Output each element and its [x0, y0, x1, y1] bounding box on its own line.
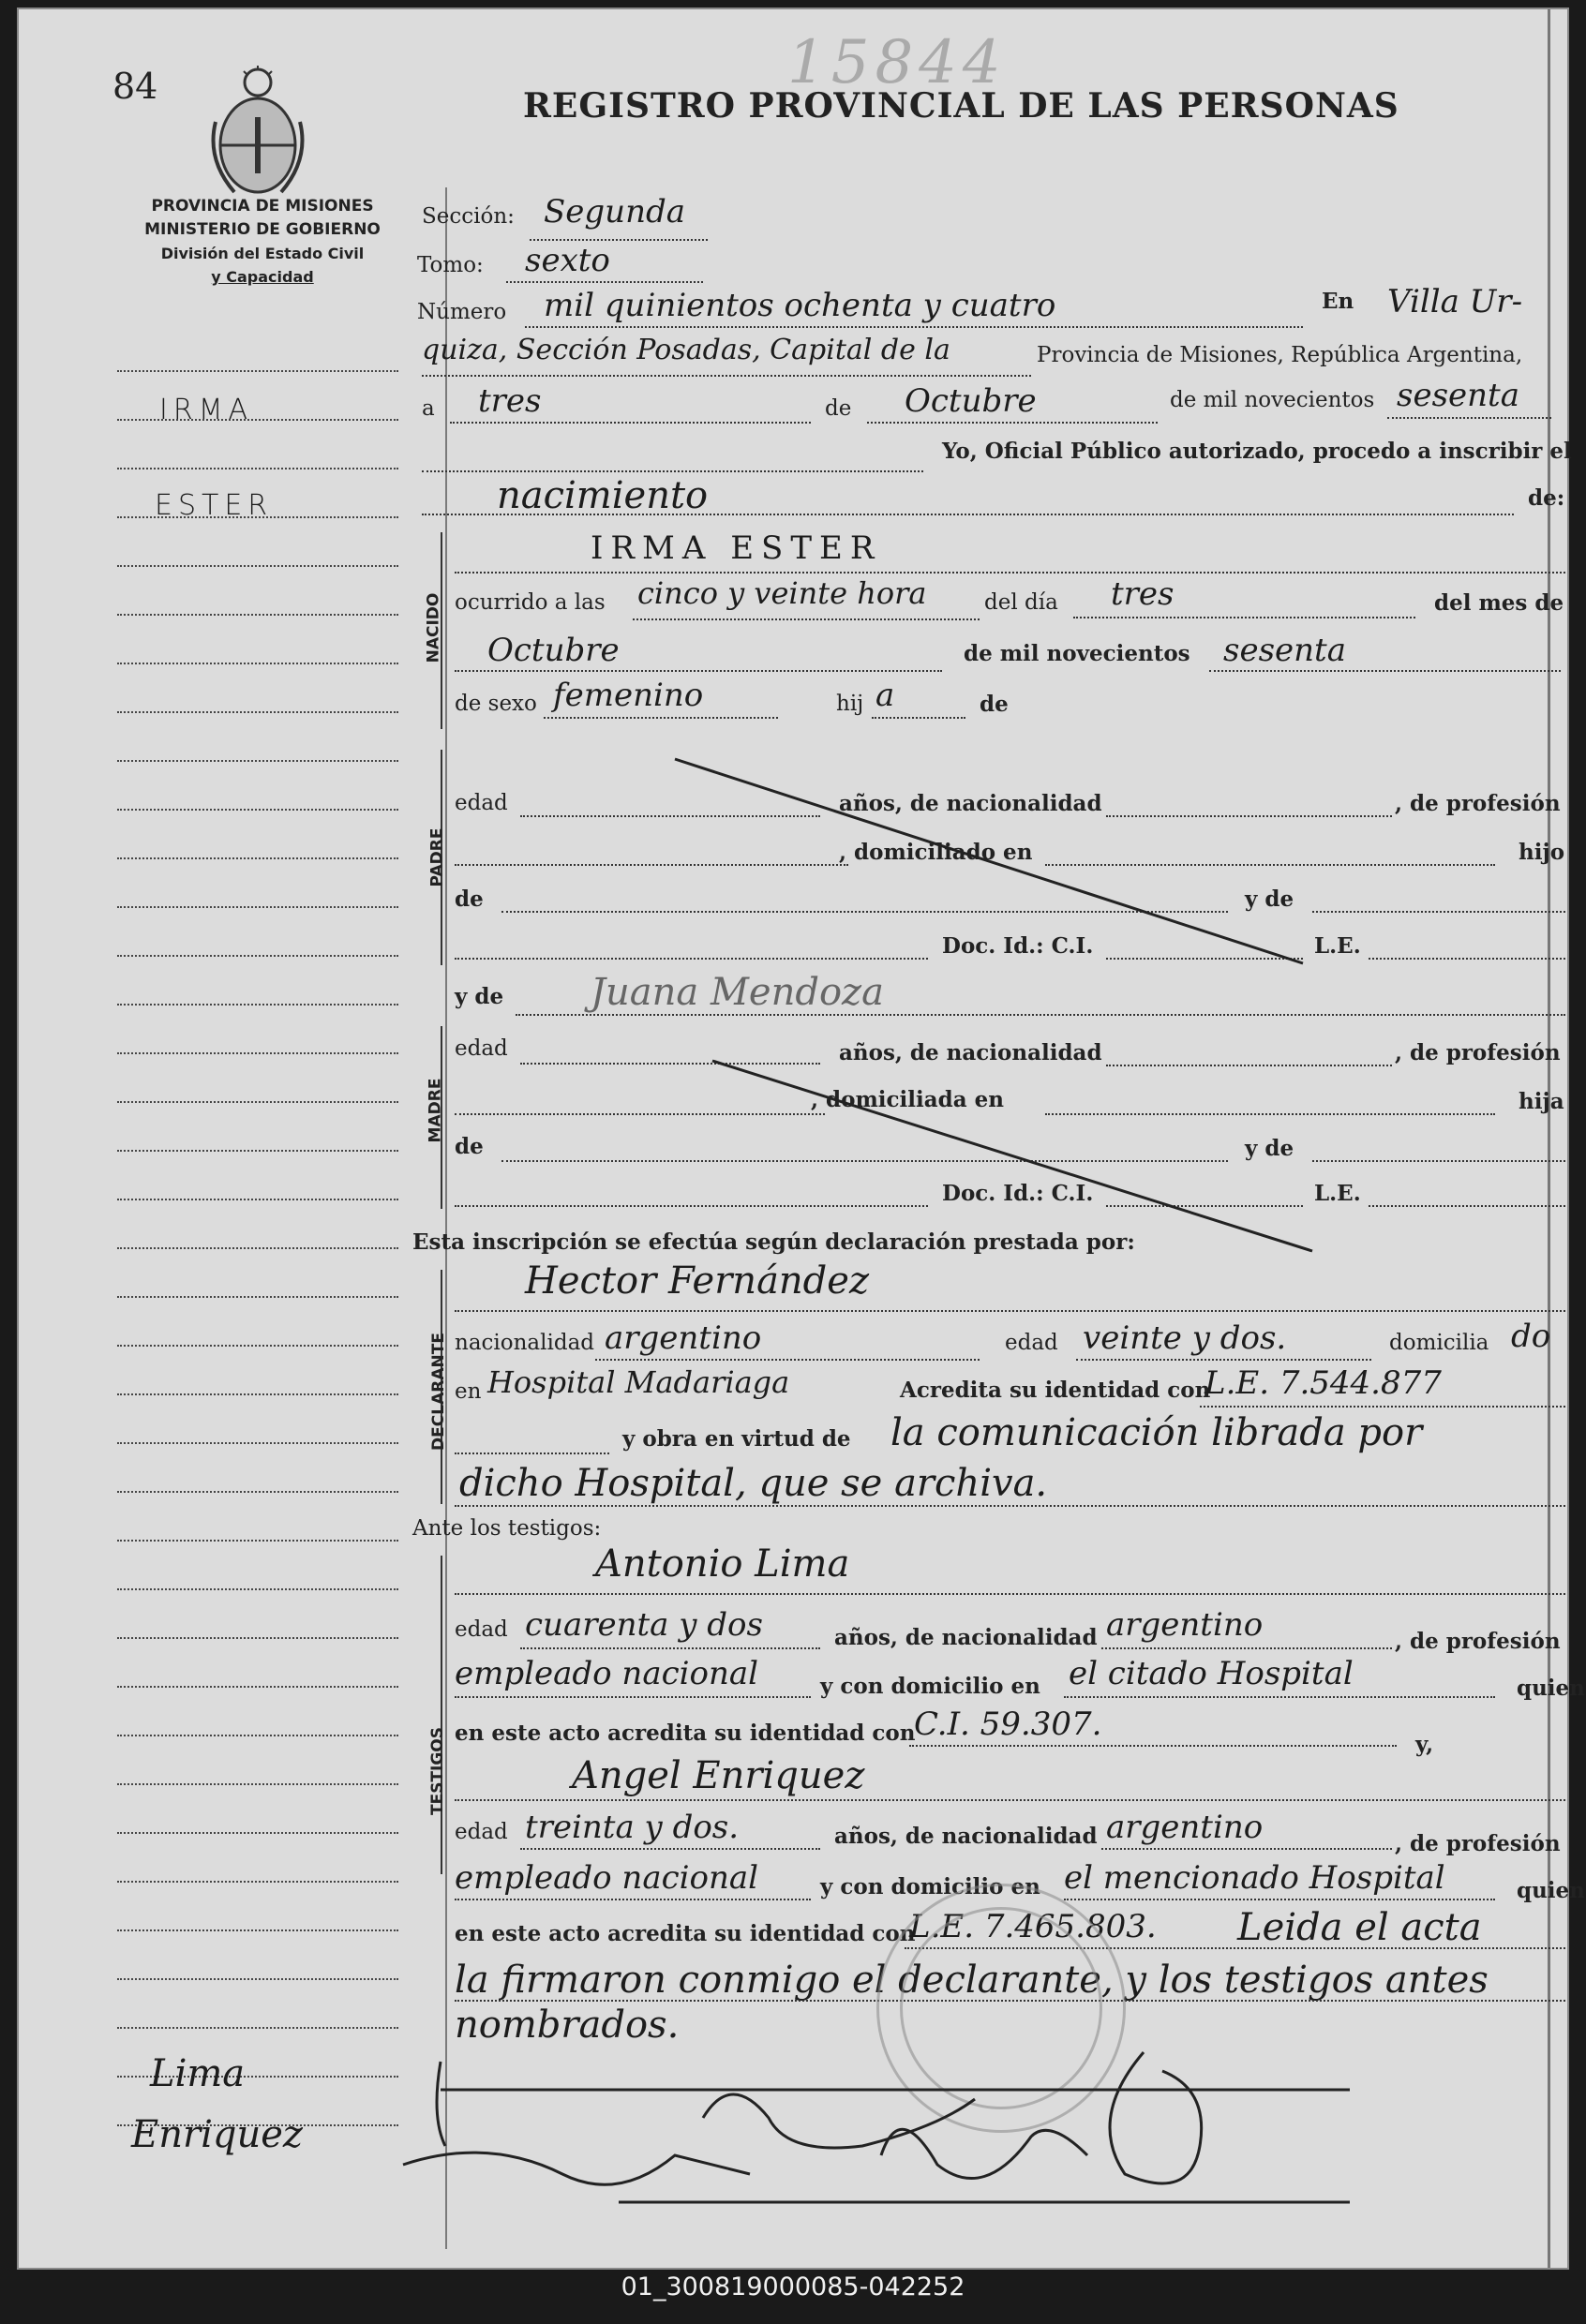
declarante-obra-cont: dicho Hospital, que se archiva.	[459, 1462, 1048, 1505]
record-number: 15844	[787, 28, 1007, 97]
file-caption: 01_300819000085-042252	[621, 2272, 965, 2302]
padre-y-de-label: y de	[1245, 886, 1294, 912]
testigo2-quien-label: quien	[1517, 1878, 1585, 1903]
ocurrido-label: ocurrido a las	[455, 590, 606, 615]
testigos-intro: Ante los testigos:	[412, 1516, 602, 1541]
padre-hijo-label: hijo	[1519, 840, 1565, 865]
date-de-label: de	[825, 396, 852, 421]
declarante-en-value: Hospital Madariaga	[487, 1364, 790, 1400]
declarante-acredita-line	[1200, 1406, 1565, 1408]
margin-signature-1: Lima	[150, 2052, 246, 2095]
testigo2-domicilio-label: y con domicilio en	[820, 1874, 1040, 1899]
declarante-nac-value: argentino	[605, 1319, 762, 1357]
padre-anos-label: años, de nacionalidad	[839, 791, 1102, 816]
testigo2-id: L.E. 7.465.803.	[909, 1908, 1157, 1945]
declarante-domicilia-suffix: do	[1511, 1318, 1551, 1355]
margin-signature-2: Enriquez	[131, 2113, 303, 2156]
date-day: tres	[478, 382, 542, 420]
mes-value: Octubre	[487, 632, 620, 669]
hij-de-label: de	[980, 692, 1009, 717]
nacido-name: IRMA ESTER	[591, 529, 882, 567]
testigos-bar	[441, 1556, 442, 1874]
madre-edad-label: edad	[455, 1036, 508, 1061]
numero-label: Número	[417, 300, 507, 324]
testigo1-y-label: y,	[1415, 1732, 1434, 1757]
testigo2-dom: el mencionado Hospital	[1064, 1859, 1445, 1897]
padre-edad-label: edad	[455, 791, 508, 815]
padre-de-label: de	[455, 886, 484, 912]
testigo1-nac: argentino	[1106, 1606, 1264, 1644]
signature-officer-icon	[1110, 2052, 1202, 2183]
declarante-name-line	[455, 1310, 1565, 1312]
testigo2-prof: empleado nacional	[455, 1859, 759, 1897]
padre-profesion-label: , de profesión	[1395, 791, 1561, 816]
testigo2-edad-label: edad	[455, 1820, 508, 1844]
seccion-value: Segunda	[544, 193, 686, 231]
anio-label: de mil novecientos	[964, 641, 1190, 666]
year-value: sesenta	[1397, 377, 1519, 414]
declarante-section-label: DECLARANTE	[428, 1333, 448, 1451]
testigo1-acredita-label: en este acto acredita su identidad con	[455, 1721, 916, 1746]
signatures-block	[375, 2034, 1500, 2240]
testigo1-prof: empleado nacional	[455, 1655, 759, 1692]
testigo1-dom-line	[1064, 1696, 1495, 1698]
signature-declarante-icon	[403, 2153, 750, 2184]
testigo1-name-line	[455, 1593, 1565, 1595]
issuer-ministry: MINISTERIO DE GOBIERNO	[144, 220, 381, 239]
testigo2-profesion-label: , de profesión	[1395, 1831, 1561, 1856]
margin-second-name: ESTER	[155, 489, 274, 522]
margin-first-name: IRMA	[159, 394, 254, 426]
declarante-en-label: en	[455, 1379, 482, 1404]
hij-value: a	[875, 677, 895, 714]
padre-le-label: L.E.	[1314, 933, 1361, 959]
place-continuation: quiza, Sección Posadas, Capital de la	[422, 334, 950, 366]
leida-text: Leida el acta	[1237, 1906, 1482, 1949]
testigo2-name: Angel Enriquez	[572, 1754, 865, 1797]
testigo1-domicilio-label: y con domicilio en	[820, 1674, 1040, 1699]
nacido-section-label: NACIDO	[424, 592, 443, 663]
madre-name: Juana Mendoza	[591, 971, 884, 1014]
seccion-label: Sección:	[422, 204, 515, 229]
sexo-label: de sexo	[455, 692, 537, 716]
testigo2-anos-label: años, de nacionalidad	[834, 1824, 1098, 1849]
testigo1-edad: cuarenta y dos	[525, 1606, 763, 1644]
provincia-text: Provincia de Misiones, República Argentina,	[1037, 343, 1523, 367]
testigo2-dom-line	[1064, 1899, 1495, 1900]
madre-strike-line	[712, 1061, 1312, 1251]
signature-witness2-icon	[881, 2129, 1087, 2178]
sexo-value: femenino	[553, 677, 704, 714]
declarante-nac-label: nacionalidad	[455, 1331, 595, 1355]
declarante-acredita-label: Acredita su identidad con	[900, 1378, 1211, 1403]
tomo-value: sexto	[525, 242, 610, 279]
year-prefix: de mil novecientos	[1170, 388, 1375, 412]
declarante-intro: Esta inscripción se efectúa según declaración prestada por:	[412, 1229, 1135, 1255]
testigo1-dom: el citado Hospital	[1069, 1655, 1354, 1692]
madre-section-label: MADRE	[426, 1078, 445, 1143]
madre-le-label: L.E.	[1314, 1181, 1361, 1206]
declarante-domicilia-label: domicilia	[1389, 1331, 1489, 1355]
declarante-obra-value: la comunicación librada por	[890, 1411, 1423, 1454]
tipo-value: nacimiento	[497, 474, 709, 517]
declarante-acredita-value: L.E. 7.544.877	[1204, 1364, 1442, 1402]
testigo2-edad: treinta y dos.	[525, 1809, 740, 1846]
testigo1-id: C.I. 59.307.	[914, 1706, 1102, 1743]
testigo1-edad-line	[520, 1647, 820, 1649]
date-month: Octubre	[905, 382, 1037, 420]
declarante-edad-value: veinte y dos.	[1083, 1319, 1287, 1357]
testigo2-nac-line	[1101, 1848, 1392, 1850]
testigo1-profesion-label: , de profesión	[1395, 1629, 1561, 1654]
declarante-edad-label: edad	[1005, 1331, 1058, 1355]
tipo-de-colon: de:	[1528, 485, 1565, 511]
del-mes-label: del mes de	[1434, 590, 1564, 616]
declarante-name: Hector Fernández	[525, 1259, 870, 1303]
tomo-label: Tomo:	[417, 253, 484, 277]
testigo2-edad-line	[520, 1848, 820, 1850]
del-dia-label: del día	[984, 590, 1058, 615]
testigo1-nac-line	[1101, 1647, 1392, 1649]
hora-value: cinco y veinte hora	[637, 575, 927, 611]
testigos-section-label: TESTIGOS	[428, 1726, 448, 1816]
date-a-label: a	[422, 396, 435, 421]
madre-y-de2-label: y de	[1245, 1136, 1294, 1161]
declarante-nac-line	[595, 1359, 980, 1361]
issuer-province: PROVINCIA DE MISIONES	[151, 197, 374, 216]
testigo2-nac: argentino	[1106, 1809, 1264, 1846]
padre-domiciliado-label: , domiciliado en	[839, 840, 1033, 865]
madre-de-label: de	[455, 1134, 484, 1159]
issuer-division: División del Estado Civil	[160, 245, 365, 262]
dia-value: tres	[1111, 575, 1175, 613]
declarante-obra-pre-line	[455, 1452, 609, 1454]
madre-hija-label: hija	[1519, 1089, 1564, 1114]
register-page	[17, 7, 1585, 2270]
testigo1-prof-line	[455, 1696, 811, 1698]
en-label: En	[1322, 289, 1354, 314]
declarante-obra-label: y obra en virtud de	[622, 1426, 851, 1452]
issuer-division-cont: y Capacidad	[211, 268, 314, 286]
signature-witness1-icon	[703, 2094, 975, 2148]
testigo1-quien-label: quien	[1517, 1676, 1585, 1701]
testigo2-name-line	[455, 1799, 1565, 1801]
testigo1-edad-label: edad	[455, 1617, 508, 1642]
hij-label: hij	[836, 692, 864, 716]
closing-line-2: nombrados.	[455, 2004, 680, 2047]
testigo2-acredita-label: en este acto acredita su identidad con	[455, 1921, 916, 1946]
document-title: REGISTRO PROVINCIAL DE LAS PERSONAS	[523, 86, 1399, 126]
testigo1-id-line	[909, 1745, 1397, 1747]
declarante-obra-line	[455, 1505, 1565, 1507]
madre-y-de-label: y de	[455, 984, 504, 1009]
oficial-text: Yo, Oficial Público autorizado, procedo a inscribir el	[942, 439, 1572, 464]
folio-number: 84	[112, 66, 158, 107]
testigo1-anos-label: años, de nacionalidad	[834, 1625, 1098, 1650]
en-value: Villa Ur-	[1387, 283, 1523, 320]
madre-profesion-label: , de profesión	[1395, 1040, 1561, 1065]
testigo2-prof-line	[455, 1899, 811, 1900]
madre-domiciliada-label: , domiciliada en	[811, 1087, 1004, 1112]
declarante-edad-line	[1076, 1359, 1371, 1361]
closing-line-1: la firmaron conmigo el declarante, y los testigos antes	[455, 1959, 1489, 2002]
madre-doc-label: Doc. Id.: C.I.	[942, 1181, 1094, 1206]
padre-doc-label: Doc. Id.: C.I.	[942, 933, 1094, 959]
padre-strike-line	[675, 759, 1303, 963]
numero-value: mil quinientos ochenta y cuatro	[544, 287, 1056, 324]
testigo1-name: Antonio Lima	[595, 1542, 850, 1586]
padre-section-label: PADRE	[427, 827, 447, 887]
madre-anos-label: años, de nacionalidad	[839, 1040, 1102, 1065]
anio-value: sesenta	[1223, 632, 1346, 669]
